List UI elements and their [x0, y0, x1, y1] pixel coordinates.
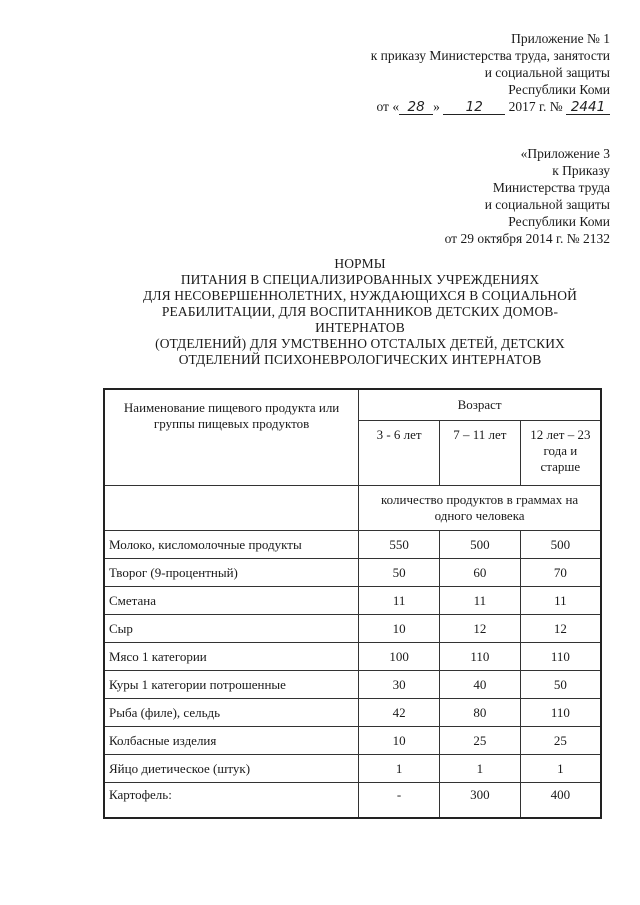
value-cell: 500: [439, 531, 520, 559]
order-number: 2441: [566, 100, 610, 115]
appendix-3-line-4: Республики Коми: [508, 214, 610, 229]
date-mid: »: [433, 99, 440, 114]
value-cell: 110: [520, 643, 601, 671]
table-row: [104, 615, 601, 643]
title-line-7: ОТДЕЛЕНИЙ ПСИХОНЕВРОЛОГИЧЕСКИХ ИНТЕРНАТОВ: [178, 352, 542, 367]
value-cell: 100: [359, 643, 440, 671]
age-group-7-11: 7 – 11 лет: [439, 421, 520, 486]
value-cell: 110: [439, 643, 520, 671]
table-row: [104, 671, 601, 699]
appendix-1-line-1: к приказу Министерства труда, занятости: [370, 48, 610, 63]
document-title: [110, 256, 610, 368]
value-cell: 70: [520, 559, 601, 587]
value-cell: 1: [359, 755, 440, 783]
value-cell: 12: [520, 615, 601, 643]
value-cell: 11: [439, 587, 520, 615]
value-cell: 30: [359, 671, 440, 699]
value-cell: 25: [520, 727, 601, 755]
product-name-cell: Картофель:: [104, 783, 359, 819]
value-cell: 1: [439, 755, 520, 783]
table-row: [104, 727, 601, 755]
product-name-cell: Молоко, кисломолочные продукты: [104, 531, 359, 559]
value-cell: 11: [520, 587, 601, 615]
value-cell: 50: [359, 559, 440, 587]
appendix-1-header: [371, 30, 610, 115]
appendix-3-line-3: и социальной защиты: [484, 197, 610, 212]
table-row: [104, 643, 601, 671]
product-name-cell: Колбасные изделия: [104, 727, 359, 755]
table-header-row: [104, 389, 601, 421]
appendix-3-line-2: Министерства труда: [492, 180, 610, 195]
header-age: Возраст: [359, 389, 601, 421]
title-line-2: ПИТАНИЯ В СПЕЦИАЛИЗИРОВАННЫХ УЧРЕЖДЕНИЯХ: [180, 272, 540, 287]
table-unit-row: [104, 486, 601, 531]
unit-note: количество продуктов в граммах на одного человека: [359, 486, 601, 531]
value-cell: 80: [439, 699, 520, 727]
appendix-1-date-line: [371, 98, 610, 115]
product-name-cell: Сметана: [104, 587, 359, 615]
title-line-6: (ОТДЕЛЕНИЙ) ДЛЯ УМСТВЕННО ОТСТАЛЫХ ДЕТЕЙ, ДЕТСКИХ: [155, 336, 565, 351]
product-name-cell: Куры 1 категории потрошенные: [104, 671, 359, 699]
table-row: [104, 559, 601, 587]
date-prefix: от «: [376, 99, 400, 114]
table-row: [104, 783, 601, 819]
value-cell: 300: [439, 783, 520, 819]
nutrition-norms-table: [103, 388, 602, 819]
value-cell: -: [359, 783, 440, 819]
table-row: [104, 755, 601, 783]
title-line-5: ИНТЕРНАТОВ: [315, 320, 405, 335]
age-group-3-6: 3 - 6 лет: [359, 421, 440, 486]
product-name-cell: Творог (9-процентный): [104, 559, 359, 587]
appendix-3-header: [445, 145, 610, 247]
value-cell: 50: [520, 671, 601, 699]
title-line-4: РЕАБИЛИТАЦИИ, ДЛЯ ВОСПИТАННИКОВ ДЕТСКИХ ДОМОВ-: [161, 304, 559, 319]
value-cell: 1: [520, 755, 601, 783]
value-cell: 42: [359, 699, 440, 727]
table-row: [104, 699, 601, 727]
date-day: 28: [399, 100, 433, 115]
value-cell: 500: [520, 531, 601, 559]
value-cell: 110: [520, 699, 601, 727]
appendix-1-title: Приложение № 1: [511, 31, 610, 46]
title-line-1: НОРМЫ: [334, 256, 386, 271]
value-cell: 60: [439, 559, 520, 587]
product-name-cell: Сыр: [104, 615, 359, 643]
value-cell: 40: [439, 671, 520, 699]
value-cell: 400: [520, 783, 601, 819]
product-name-cell: Мясо 1 категории: [104, 643, 359, 671]
appendix-3-title: «Приложение 3: [520, 146, 610, 161]
table-row: [104, 531, 601, 559]
unit-blank-cell: [104, 486, 359, 531]
value-cell: 11: [359, 587, 440, 615]
product-name-cell: Яйцо диетическое (штук): [104, 755, 359, 783]
value-cell: 550: [359, 531, 440, 559]
appendix-3-line-1: к Приказу: [552, 163, 610, 178]
value-cell: 25: [439, 727, 520, 755]
date-year: 2017 г. №: [508, 99, 563, 114]
value-cell: 10: [359, 727, 440, 755]
table-row: [104, 587, 601, 615]
age-group-12-23: 12 лет – 23 года и старше: [520, 421, 601, 486]
header-product-name: Наименование пищевого продукта или группы пищевых продуктов: [104, 389, 359, 486]
value-cell: 12: [439, 615, 520, 643]
appendix-1-line-3: Республики Коми: [508, 82, 610, 97]
value-cell: 10: [359, 615, 440, 643]
appendix-3-line-5: от 29 октября 2014 г. № 2132: [444, 231, 610, 246]
date-month: 12: [443, 100, 505, 115]
product-name-cell: Рыба (филе), сельдь: [104, 699, 359, 727]
appendix-1-line-2: и социальной защиты: [484, 65, 610, 80]
title-line-3: ДЛЯ НЕСОВЕРШЕННОЛЕТНИХ, НУЖДАЮЩИХСЯ В СОЦИАЛЬНОЙ: [143, 288, 577, 303]
